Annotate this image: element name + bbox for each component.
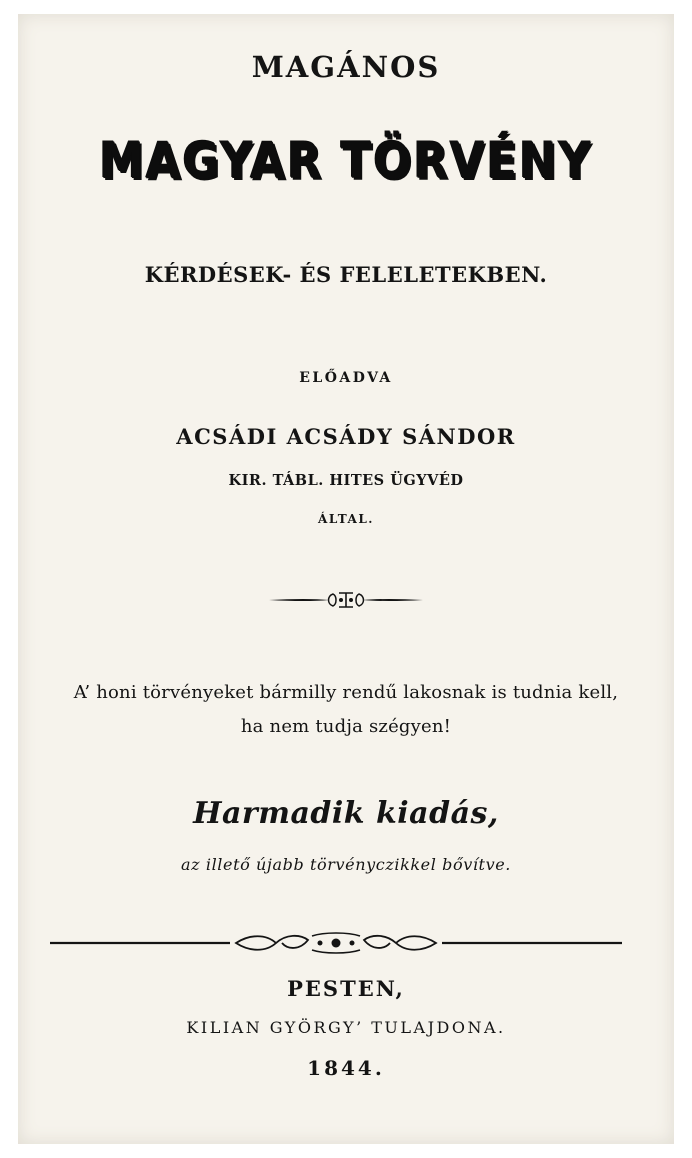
author-title: KIR. TÁBL. HITES ÜGYVÉD bbox=[228, 472, 464, 489]
imprint-publisher: KILIAN GYÖRGY’ TULAJDONA. bbox=[186, 1018, 506, 1037]
subtitle: KÉRDÉSEK- ÉS FELELETEKBEN. bbox=[144, 262, 548, 287]
edition-title: Harmadik kiadás, bbox=[193, 796, 499, 831]
imprint-place: PESTEN, bbox=[287, 976, 405, 1001]
main-title: MAGYAR TÖRVÉNY bbox=[99, 132, 593, 190]
by-label: ÁLTAL. bbox=[318, 512, 374, 526]
author-name: ACSÁDI ACSÁDY SÁNDOR bbox=[176, 424, 516, 449]
kicker-title: MAGÁNOS bbox=[251, 50, 441, 84]
motto-line-2: ha nem tudja szégyen! bbox=[240, 716, 452, 737]
imprint-year: 1844. bbox=[307, 1056, 385, 1080]
scroll-ornament-icon bbox=[267, 590, 425, 610]
motto-line-1: A’ honi törvényeket bármilly rendű lakosnak is tudnia kell, bbox=[73, 682, 619, 703]
rule-ornament-icon bbox=[50, 930, 622, 956]
edition-note: az illető újabb törvényczikkel bővítve. bbox=[181, 855, 511, 874]
presented-by-label: ELŐADVA bbox=[299, 370, 393, 386]
